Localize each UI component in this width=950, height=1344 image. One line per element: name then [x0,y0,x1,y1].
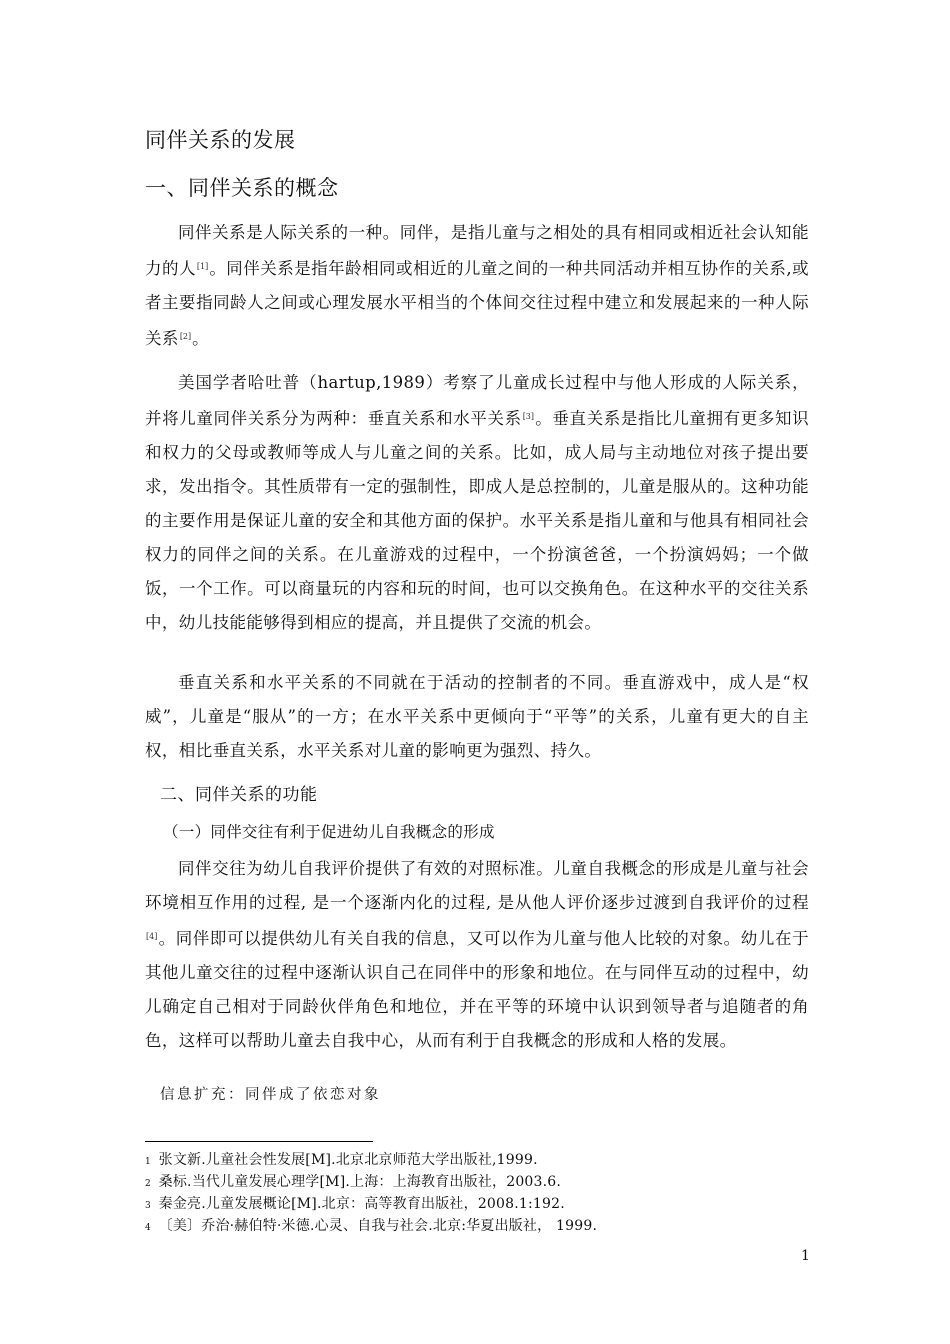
info-extension-note: 信息扩充：同伴成了依恋对象 [160,1087,381,1103]
footnote-item [145,1172,825,1194]
citation-ref[interactable]: [3] [522,412,535,421]
section-heading-concept: 一、同伴关系的概念 [145,176,339,200]
footnote-text: 桑标.当代儿童发展心理学[M].上海：上海教育出版社，2003.6. [158,1174,562,1190]
citation-ref[interactable]: [1] [196,262,209,271]
citation-ref[interactable]: [4] [146,932,158,941]
paragraph-difference: 垂直关系和水平关系的不同就在于活动的控制者的不同。垂直游戏中，成人是“权威”，儿童是“服从”的一方；在水平关系中更倾向于“平等”的关系，儿童有更大的自主权，相比垂直关系，水平关系对儿童的影响更为强烈、持久。 [145,673,809,760]
paragraph-text: 美国学者哈吐普（hartup,1989）考察了儿童成长过程中与他人形成的人际关系，并将儿童同伴关系分为两种：垂直关系和水平关系 [145,373,809,428]
footnote-number: 2 [145,1179,151,1189]
footnote-item [145,1216,825,1238]
paragraph-text: 同伴关系是人际关系的一种。同伴，是指儿童与之相处的具有相同或相近社会认知能力的人 [145,223,809,278]
footnote-number: 3 [145,1201,151,1211]
paragraph-definition [145,216,809,356]
footnote-separator [145,1141,373,1142]
footnote-item [145,1194,825,1216]
footnote-item [145,1150,825,1172]
footnote-text: 张文新.儿童社会性发展[M].北京北京师范大学出版社,1999. [158,1152,538,1168]
footnote-number: 4 [145,1223,151,1233]
page-number: 1 [801,1248,810,1264]
footnotes [145,1150,825,1238]
paragraph-text: 。垂直关系是指比儿童拥有更多知识和权力的父母或教师等成人与儿童之间的关系。比如，成人局与主动地位对孩子提出要求，发出指令。其性质带有一定的强制性，即成人是总控制的，儿童是服从的。这种功能的主要作用是保证儿童的安全和其他方面的保护。水平关系是指儿童和与他具有相同社会权力的同伴之间的关系。在儿童游戏的过程中，一个扮演爸爸，一个扮演妈妈；一个做饭，一个工作。可以商量玩的内容和玩的时间，也可以交换角色。在这种水平的交往关系中，幼儿技能能够得到相应的提高，并且提供了交流的机会。 [145,409,809,632]
subsection-heading-self-concept: （一）同伴交往有利于促进幼儿自我概念的形成 [163,823,495,841]
paragraph-text: 。同伴关系是指年龄相同或相近的儿童之间的一种共同活动并相互协作的关系,或者主要指同龄人之间或心理发展水平相当的个体间交往过程中建立和发展起来的一种人际关系 [145,259,809,348]
paragraph-text: 。同伴即可以提供幼儿有关自我的信息，又可以作为儿童与他人比较的对象。幼儿在于其他儿童交往的过程中逐渐认识自己在同伴中的形象和地位。在与同伴互动的过程中，幼儿确定自己相对于同龄伙伴角色和地位，并在平等的环境中认识到领导者与追随者的角色，这样可以帮助儿童去自我中心，从而有利于自我概念的形成和人格的发展。 [145,929,809,1050]
section-heading-function: 二、同伴关系的功能 [160,785,318,805]
paragraph-text: 同伴交往为幼儿自我评价提供了有效的对照标准。儿童自我概念的形成是儿童与社会环境相互作用的过程, 是一个逐渐内化的过程, 是从他人评价逐步过渡到自我评价的过程 [145,859,809,912]
paragraph-vertical-horizontal [145,366,809,640]
paragraph-self-concept [145,852,809,1058]
footnote-number: 1 [145,1157,151,1167]
citation-ref[interactable]: [2] [179,332,192,341]
document-title: 同伴关系的发展 [145,128,296,152]
footnote-text: 〔美〕乔治·赫伯特·米德.心灵、自我与社会.北京:华夏出版社， 1999. [158,1218,598,1234]
footnote-text: 秦金亮.儿童发展概论[M].北京：高等教育出版社，2008.1:192. [158,1196,565,1212]
paragraph-text: 。 [192,329,210,348]
